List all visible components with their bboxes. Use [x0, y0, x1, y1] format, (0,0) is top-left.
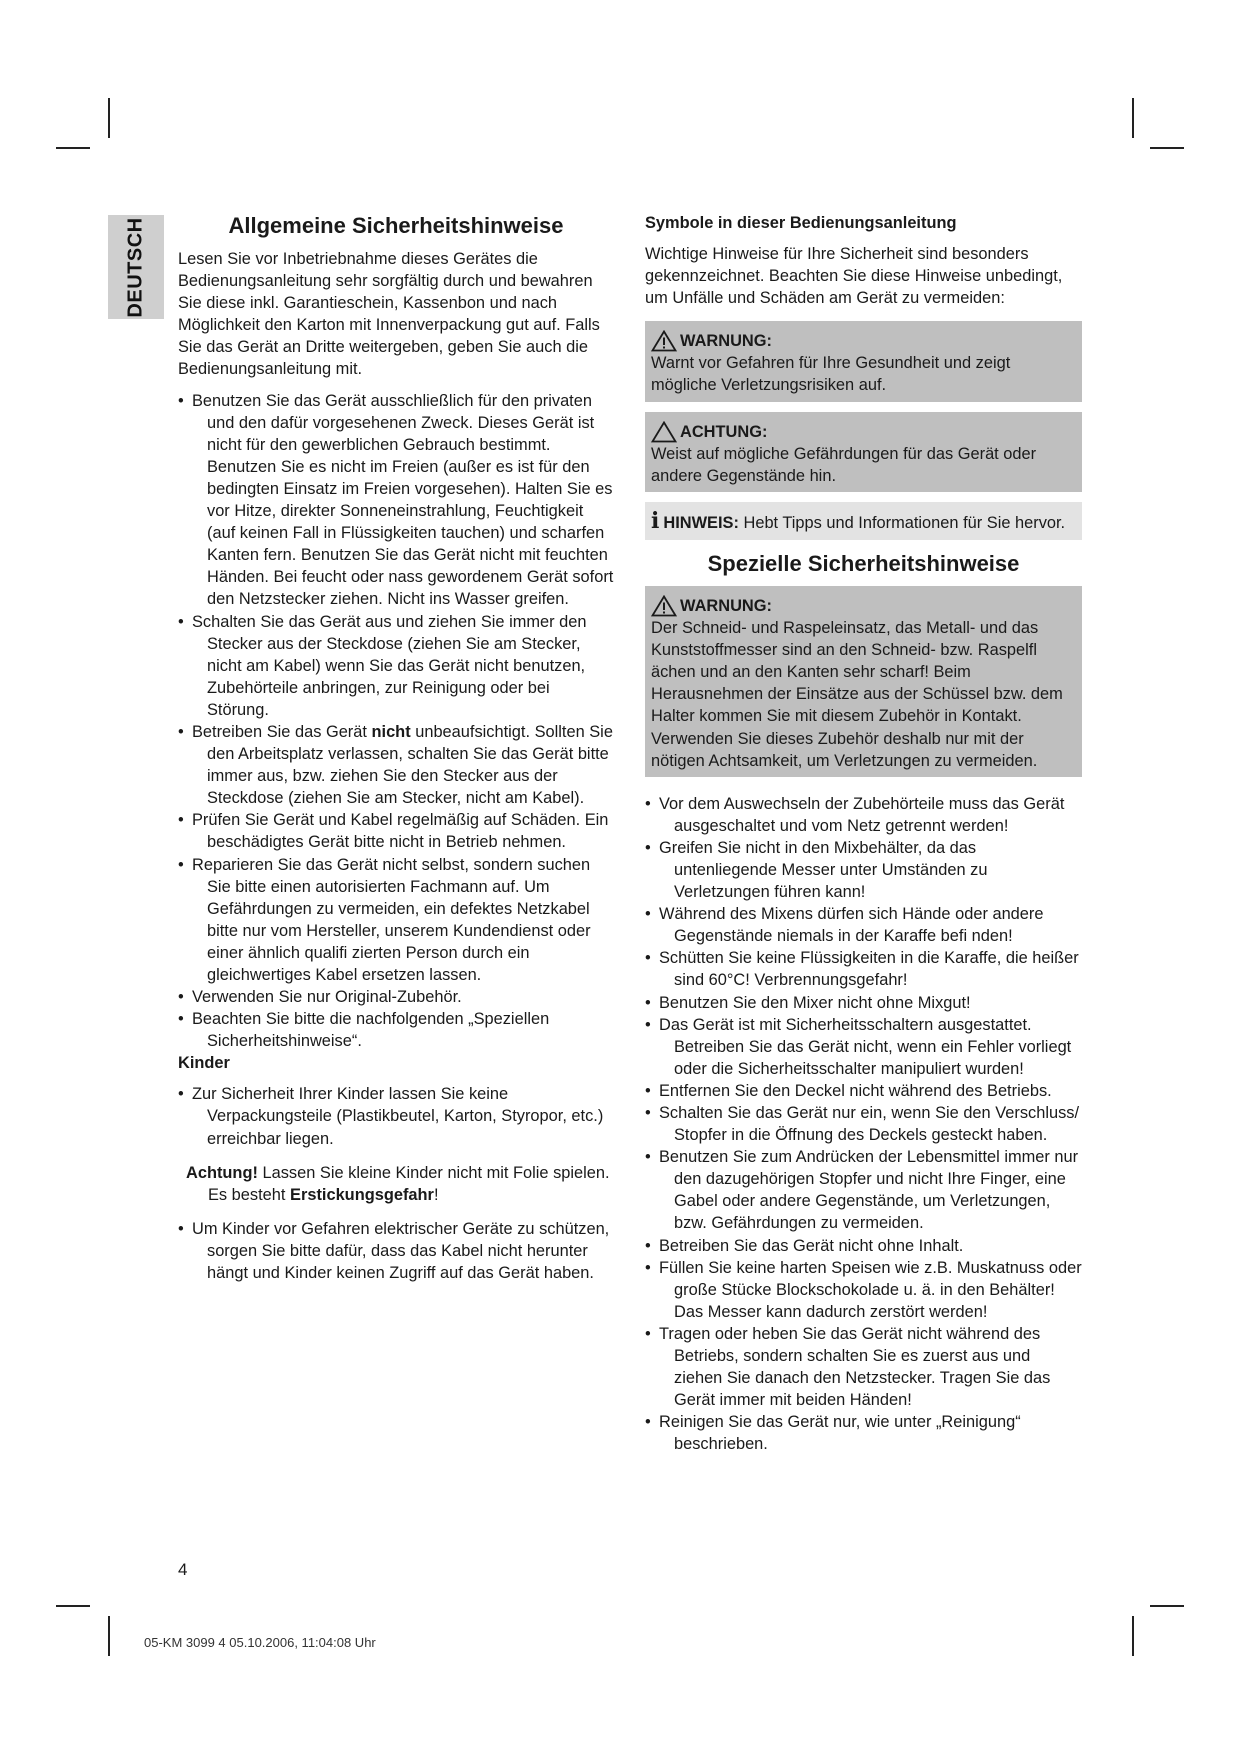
special-warning-text: Der Schneid- und Raspeleinsatz, das Metall- und das Kunststoffmesser sind an den Schneid- bzw. Raspelfl ächen und an den Kanten sehr scharf! Beim Herausnehmen der Einsätze aus der Schüssel bzw. dem Halter kommen Sie mit diesem Zubehör in Kontakt. Verwenden Sie dieses Zubehör deshalb nur mit der nötigen Achtsamkeit, um Verletzungen zu vermeiden. [651, 619, 1063, 770]
list-item: • Benutzen Sie den Mixer nicht ohne Mixgut! [645, 992, 1082, 1014]
attention-emphasis: Erstickungsgefahr [290, 1185, 434, 1204]
page-number: 4 [178, 1560, 188, 1579]
children-heading: Kinder [178, 1054, 230, 1073]
warning-text: Warnt vor Gefahren für Ihre Gesundheit und zeigt mögliche Verletzungsrisiken auf. [651, 354, 1011, 395]
list-item-text: unbeaufsichtigt. Sollten Sie den Arbeitsplatz verlassen, schalten Sie das Gerät bitte immer aus, bzw. ziehen Sie den Stecker aus der Steckdose (ziehen Sie am Stecker, nicht am Kabel). [207, 722, 613, 808]
special-safety-list [645, 793, 1082, 1456]
list-item: • Beachten Sie bitte die nachfolgenden „Speziellen Sicherheitshinweise“. [178, 1008, 614, 1052]
list-item-emphasis: nicht [371, 722, 411, 741]
special-warning-box [645, 586, 1082, 777]
caution-label: ACHTUNG: [680, 422, 768, 441]
crop-mark [1150, 1605, 1184, 1607]
attention-label: Achtung! [186, 1163, 258, 1182]
warning-triangle-icon [651, 595, 677, 617]
list-item: • Schütten Sie keine Flüssigkeiten in die Karaffe, die heißer sind 60°C! Verbrennungsgefahr! [645, 947, 1082, 991]
list-item: • Betreiben Sie das Gerät nicht ohne Inhalt. [645, 1235, 1082, 1257]
warning-box [645, 321, 1082, 401]
caution-box [645, 412, 1082, 492]
crop-mark [56, 1605, 90, 1607]
hint-box [645, 502, 1082, 540]
print-footer: 05-KM 3099 4 05.10.2006, 11:04:08 Uhr [144, 1635, 376, 1650]
special-safety-title: Spezielle Sicherheitshinweise [707, 550, 1020, 576]
intro-paragraph: Lesen Sie vor Inbetriebnahme dieses Gerätes die Bedienungsanleitung sehr sorgfältig durch und bewahren Sie diese inkl. Garantieschein, Kassenbon und nach Möglichkeit den Karton mit Innenverpackung gut auf. Falls Sie das Gerät an Dritte weitergeben, geben Sie auch die Bedienungsanleitung mit. [178, 250, 600, 379]
crop-mark [108, 98, 110, 138]
crop-mark [108, 1616, 110, 1656]
list-item: • Schalten Sie das Gerät nur ein, wenn Sie den Verschluss/ Stopfer in die Öffnung des Deckels gesteckt haben. [645, 1102, 1082, 1146]
language-tab [108, 215, 164, 319]
caution-text: Weist auf mögliche Gefährdungen für das Gerät oder andere Gegenstände hin. [651, 444, 1037, 485]
hint-text: Hebt Tipps und Informationen für Sie hervor. [738, 513, 1066, 532]
general-safety-title: Allgemeine Sicherheitshinweise [228, 213, 564, 238]
children-attention-note [178, 1162, 614, 1206]
hint-label: HINWEIS: [663, 513, 739, 532]
crop-mark [1150, 147, 1184, 149]
symbols-heading: Symbole in dieser Bedienungsanleitung [645, 214, 957, 232]
caution-triangle-icon [651, 421, 677, 443]
list-item: • Tragen oder heben Sie das Gerät nicht während des Betriebs, sondern schalten Sie es zuerst aus und ziehen Sie danach den Netzstecker. Tragen Sie das Gerät immer mit beiden Händen! [645, 1323, 1082, 1411]
list-item: • Füllen Sie keine harten Speisen wie z.B. Muskatnuss oder große Stücke Blockschokolade u. ä. in den Behälter! Das Messer kann dadurch zerstört werden! [645, 1257, 1082, 1323]
warning-triangle-icon [651, 330, 677, 352]
list-item: • Entfernen Sie den Deckel nicht während des Betriebs. [645, 1080, 1082, 1102]
crop-mark [1132, 98, 1134, 138]
info-icon: i [651, 507, 660, 534]
list-item: • Prüfen Sie Gerät und Kabel regelmäßig auf Schäden. Ein beschädigtes Gerät bitte nicht in Betrieb nehmen. [178, 809, 614, 853]
children-list [178, 1083, 614, 1149]
left-column [178, 212, 614, 1284]
warning-label: WARNUNG: [680, 332, 772, 351]
list-item: • Schalten Sie das Gerät aus und ziehen Sie immer den Stecker aus der Steckdose (ziehen Sie am Stecker, nicht am Kabel) wenn Sie das Gerät nicht benutzen, Zubehörteile anbringen, zur Reinigung oder bei Störung. [178, 611, 614, 721]
list-item: • Vor dem Auswechseln der Zubehörteile muss das Gerät ausgeschaltet und vom Netz getrennt werden! [645, 793, 1082, 837]
right-column [645, 212, 1082, 1456]
symbols-intro: Wichtige Hinweise für Ihre Sicherheit sind besonders gekennzeichnet. Beachten Sie diese Hinweise unbedingt, um Unfälle und Schäden am Gerät zu vermeiden: [645, 245, 1063, 308]
children-list-2 [178, 1218, 614, 1284]
list-item: • Verwenden Sie nur Original-Zubehör. [178, 986, 614, 1008]
list-item-text: Betreiben Sie das Gerät [192, 722, 372, 741]
list-item: • Während des Mixens dürfen sich Hände oder andere Gegenstände niemals in der Karaffe befi nden! [645, 903, 1082, 947]
attention-text: Es besteht [208, 1185, 291, 1204]
list-item: • Benutzen Sie zum Andrücken der Lebensmittel immer nur den dazugehörigen Stopfer und nicht Ihre Finger, eine Gabel oder andere Gegenstände, um Verletzungen, bzw. Gefährdungen zu vermeiden. [645, 1146, 1082, 1234]
crop-mark [1132, 1616, 1134, 1656]
list-item: • Greifen Sie nicht in den Mixbehälter, da das untenliegende Messer unter Umständen zu Verletzungen führen kann! [645, 837, 1082, 903]
list-item: • Benutzen Sie das Gerät ausschließlich für den privaten und den dafür vorgesehenen Zweck. Dieses Gerät ist nicht für den gewerblichen Gebrauch bestimmt. Benutzen Sie es nicht im Freien (außer es ist für den bedingten Einsatz im Freien vorgesehen). Halten Sie es vor Hitze, direkter Sonneneinstrahlung, Feuchtigkeit (auf keinen Fall in Flüssigkeiten tauchen) und scharfen Kanten fern. Benutzen Sie das Gerät nicht mit feuchten Händen. Bei feucht oder nass gewordenem Gerät sofort den Netzstecker ziehen. Nicht ins Wasser greifen. [178, 390, 614, 611]
list-item: • Das Gerät ist mit Sicherheitsschaltern ausgestattet. Betreiben Sie das Gerät nicht, wenn ein Fehler vorliegt oder die Sicherheitsschalter manipuliert wurden! [645, 1014, 1082, 1080]
attention-text: Lassen Sie kleine Kinder nicht mit Folie spielen. [257, 1163, 610, 1182]
list-item: • Zur Sicherheit Ihrer Kinder lassen Sie keine Verpackungsteile (Plastikbeutel, Karton, Styropor, etc.) erreichbar liegen. [178, 1083, 614, 1149]
list-item: • Reparieren Sie das Gerät nicht selbst, sondern suchen Sie bitte einen autorisierten Fachmann auf. Um Gefährdungen zu vermeiden, ein defektes Netzkabel bitte nur vom Hersteller, unserem Kundendienst oder einer ähnlich qualifi zierten Person durch ein gleichwertiges Kabel ersetzen lassen. [178, 854, 614, 987]
attention-text: ! [433, 1185, 439, 1204]
list-item: • Reinigen Sie das Gerät nur, wie unter „Reinigung“ beschrieben. [645, 1411, 1082, 1455]
list-item: • Um Kinder vor Gefahren elektrischer Geräte zu schützen, sorgen Sie bitte dafür, dass das Kabel nicht herunter hängt und Kinder keinen Zugriff auf das Gerät haben. [178, 1218, 614, 1284]
list-item [178, 721, 614, 809]
crop-mark [56, 147, 90, 149]
general-safety-list [178, 390, 614, 1053]
language-tab-label: DEUTSCH [124, 216, 147, 318]
special-warning-label: WARNUNG: [680, 596, 772, 615]
